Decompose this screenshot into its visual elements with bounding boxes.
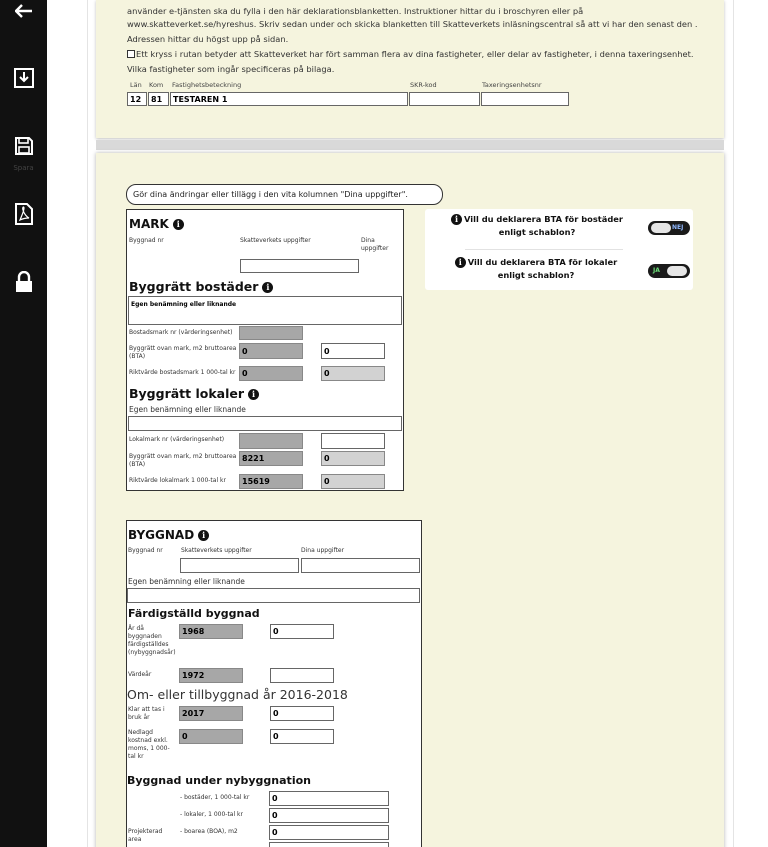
klar-skv: 2017 xyxy=(179,706,243,721)
bostader-riktvarde-dina: 0 xyxy=(321,366,385,381)
bta-bostader-question: i Vill du deklarera BTA för bostäder enligt schablon? xyxy=(437,213,637,239)
bta-bostader-state: NEJ xyxy=(672,224,684,231)
lan-label: Län xyxy=(130,81,142,89)
byggnad-col-skv: Skatteverkets uppgifter xyxy=(181,547,252,554)
nedlagd-dina[interactable]: 0 xyxy=(270,729,334,744)
tax-label: Taxeringsenhetsnr xyxy=(482,81,542,89)
mark-byggnad-nr-field[interactable] xyxy=(240,259,359,273)
ny-lokaler-field[interactable]: 0 xyxy=(269,808,389,823)
mark-title: MARK i xyxy=(129,217,184,231)
sidebar xyxy=(0,0,47,847)
lokalmark-dina[interactable] xyxy=(321,433,385,449)
tax-field[interactable] xyxy=(481,92,569,106)
bta-lokaler-toggle[interactable] xyxy=(648,264,690,278)
byggnad-egen-field[interactable] xyxy=(127,588,420,603)
bta-lokaler-state: JA xyxy=(653,267,660,274)
intro-line-1: använder e-tjänsten ska du fylla i den här deklarationsblanketten. Instruktioner hittar du i broschyren eller på xyxy=(127,6,584,16)
save-label: Spara xyxy=(13,164,34,172)
bostader-r1-label: Bostadsmark nr (värderingsenhet) xyxy=(129,329,233,336)
lokaler-egen-label: Egen benämning eller liknande xyxy=(129,405,246,414)
skr-field[interactable] xyxy=(409,92,480,106)
ny-lokaler-label: - lokaler, 1 000-tal kr xyxy=(180,811,243,818)
intro-line-3: Adressen hittar du högst upp på sidan. xyxy=(127,34,289,44)
mark-col-dina: Dina uppgifter xyxy=(361,237,389,252)
lokaler-riktvarde-dina: 0 xyxy=(321,474,385,489)
lokaler-riktvarde-skv: 15619 xyxy=(239,474,303,489)
info-icon[interactable]: i xyxy=(451,214,462,225)
bostader-egen-field[interactable]: Egen benämning eller liknande xyxy=(128,296,402,325)
bostader-riktvarde-skv: 0 xyxy=(239,366,303,381)
info-icon[interactable]: i xyxy=(262,282,273,293)
vardear-dina[interactable] xyxy=(270,668,334,683)
pdf-icon xyxy=(15,203,33,225)
intro-line-2: www.skatteverket.se/hyreshus. Skriv sedan under och skicka blanketten till Skatteverkets inläsningscentral så att vi har den senast den . xyxy=(127,19,698,29)
om-tillbyggnad-title: Om- eller tillbyggnad år 2016-2018 xyxy=(127,687,348,702)
download-icon xyxy=(14,68,34,88)
lock-icon xyxy=(15,271,33,293)
klar-label: Klar att tas i bruk år xyxy=(128,706,165,721)
pdf-button[interactable] xyxy=(0,202,47,226)
ar-dina[interactable]: 0 xyxy=(270,624,334,639)
bostader-r2-label: Byggrätt ovan mark, m2 bruttoarea (BTA) xyxy=(129,345,237,360)
skr-label: SKR-kod xyxy=(410,81,437,89)
back-button[interactable] xyxy=(0,0,47,22)
save-icon xyxy=(14,136,34,156)
mark-col-byggnad: Byggnad nr xyxy=(129,237,164,244)
ny-projekterad-label: Projekterad area xyxy=(128,828,163,843)
ny-bostader-field[interactable]: 0 xyxy=(269,791,389,806)
byggnad-col-byggnad: Byggnad nr xyxy=(128,547,163,554)
intro-line-5: Vilka fastigheter som ingår specificeras på bilaga. xyxy=(127,64,335,74)
kom-field[interactable]: 81 xyxy=(148,92,169,106)
lan-field[interactable]: 12 xyxy=(127,92,147,106)
bostadsmark-skv xyxy=(239,326,303,340)
lokaler-r2-label: Byggrätt ovan mark, m2 bruttoarea (BTA) xyxy=(129,453,237,468)
ny-boa-label: - boarea (BOA), m2 xyxy=(180,828,238,835)
byggnad-title: BYGGNAD i xyxy=(128,528,209,542)
ny-next-field[interactable] xyxy=(269,842,389,847)
nedlagd-label: Nedlagd kostnad exkl. moms, 1 000-tal kr xyxy=(128,729,170,760)
lokaler-r3-label: Riktvärde lokalmark 1 000-tal kr xyxy=(129,477,226,484)
lokalmark-skv xyxy=(239,433,303,449)
info-icon[interactable]: i xyxy=(248,389,259,400)
lokaler-egen-field[interactable] xyxy=(128,416,402,431)
ar-label: År då byggnaden färdigställdes (nybyggnadsår) xyxy=(128,625,176,656)
ny-bostader-label: - bostäder, 1 000-tal kr xyxy=(180,794,250,801)
bostader-bta-dina[interactable]: 0 xyxy=(321,343,385,359)
byggnad-col-dina: Dina uppgifter xyxy=(301,547,345,554)
byggnad-nr-skv xyxy=(180,558,299,573)
bostader-bta-skv: 0 xyxy=(239,343,303,359)
arrow-left-icon xyxy=(15,4,33,18)
nybyggnation-title: Byggnad under nybyggnation xyxy=(127,774,311,787)
fastighet-label: Fastighetsbeteckning xyxy=(172,81,242,89)
ny-boa-field[interactable]: 0 xyxy=(269,825,389,840)
klar-dina[interactable]: 0 xyxy=(270,706,334,721)
bostader-title: Byggrätt bostäder i xyxy=(129,279,273,294)
lokaler-r1-label: Lokalmark nr (värderingsenhet) xyxy=(129,436,225,443)
info-icon[interactable]: i xyxy=(455,257,466,268)
byggnad-nr-dina[interactable] xyxy=(301,558,420,573)
byggnad-egen-label: Egen benämning eller liknande xyxy=(128,577,245,586)
merged-units-checkbox[interactable] xyxy=(127,50,135,58)
instruction-banner: Gör dina ändringar eller tillägg i den vita kolumnen "Dina uppgifter". xyxy=(126,184,443,205)
fastighet-field[interactable]: TESTAREN 1 xyxy=(170,92,408,106)
fardigstalld-title: Färdigställd byggnad xyxy=(128,607,260,620)
ar-skv: 1968 xyxy=(179,624,243,639)
vardear-skv: 1972 xyxy=(179,668,243,683)
info-icon[interactable]: i xyxy=(173,219,184,230)
kom-label: Kom xyxy=(149,81,164,89)
bostader-r3-label: Riktvärde bostadsmark 1 000-tal kr xyxy=(129,369,236,376)
bta-lokaler-question: i Vill du deklarera BTA för lokaler enligt schablon? xyxy=(441,256,631,282)
mark-col-skv: Skatteverkets uppgifter xyxy=(240,237,311,244)
nedlagd-skv: 0 xyxy=(179,729,243,744)
lokaler-bta-dina: 0 xyxy=(321,451,385,466)
vardear-label: Värdeår xyxy=(128,671,152,678)
lokaler-bta-skv: 8221 xyxy=(239,451,303,466)
bta-bostader-toggle[interactable] xyxy=(648,221,690,235)
info-icon[interactable]: i xyxy=(198,530,209,541)
save-button[interactable] xyxy=(0,134,47,158)
download-button[interactable] xyxy=(0,66,47,90)
lock-button[interactable] xyxy=(0,270,47,294)
lokaler-title: Byggrätt lokaler i xyxy=(129,386,259,401)
intro-line-4: Ett kryss i rutan betyder att Skatteverket har fört samman flera av dina fastigheter, eller delar av fastigheter, i denna taxeringsenhet. xyxy=(127,47,694,62)
